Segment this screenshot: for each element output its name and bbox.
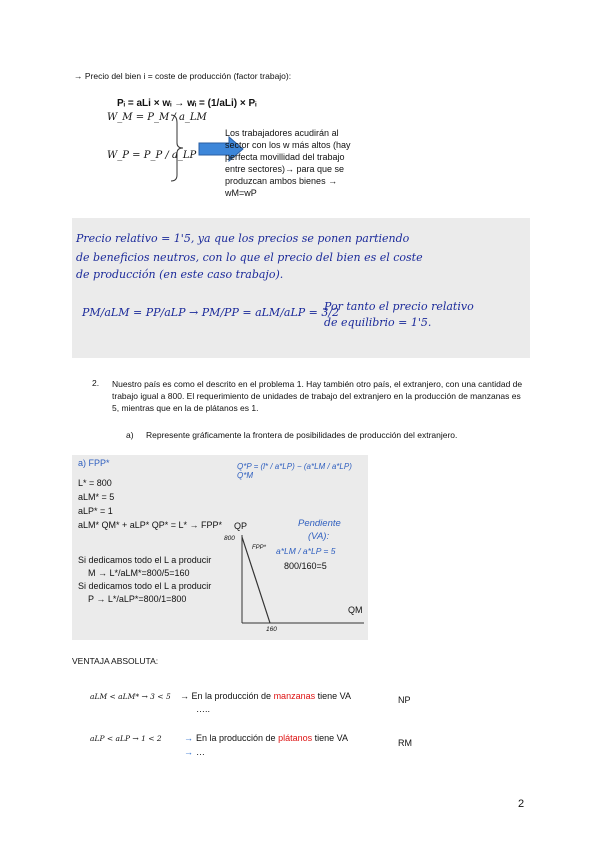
hw-line2: de beneficios neutros, con lo que el precio del bien es el coste	[76, 251, 423, 264]
ratio: 800/160=5	[284, 561, 327, 571]
intro-line: → Precio del bien i = coste de producción (factor trabajo):	[74, 71, 292, 81]
problem-number: 2.	[92, 378, 100, 388]
row1-text-red: manzanas	[273, 691, 316, 701]
tick-800: 800	[224, 535, 235, 542]
dedic2: Si dedicamos todo el L a producir	[78, 581, 212, 591]
row2-dots: …	[196, 747, 205, 757]
ventaja-heading: VENTAJA ABSOLUTA:	[72, 656, 159, 666]
formula-wm: W_M = P_M / a_LM	[107, 112, 207, 123]
axis-y-label: QP	[234, 521, 248, 531]
row2-formula: aLP < aLP → 1 < 2	[90, 734, 162, 743]
row2-text-red: plátanos	[278, 733, 313, 743]
hw-conclusion1: Por tanto el precio relativo	[324, 300, 474, 313]
dedic1: Si dedicamos todo el L a producir	[78, 555, 212, 565]
row1-formula: aLM < aLM* → 3 < 5	[90, 692, 171, 701]
row2-arrow-icon: →	[184, 733, 193, 743]
row1-tag: NP	[398, 695, 411, 705]
fpp-line-l: L* = 800	[78, 478, 112, 488]
pendiente-sub: (VA):	[308, 531, 330, 542]
row2-text	[196, 733, 348, 743]
curve-label: FPP*	[252, 545, 267, 551]
fpp-line-eq: aLM* QM* + aLP* QP* = L* → FPP*	[78, 520, 223, 530]
fpp-line-alm: aLM* = 5	[78, 492, 115, 502]
fpp-title: a) FPP*	[78, 458, 110, 468]
callout-text: Los trabajadores acudirán al sector con los w más altos (hay perfecta movillidad del trabajo entre sectores)→ para que se produzcan ambos bienes → wM=wP	[225, 128, 351, 198]
row1-dots: …..	[196, 704, 211, 714]
problem-text: Nuestro país es como el descrito en el problema 1. Hay también otro país, el extranjero, con una cantidad de trabajo igual a 800. El requerimiento de unidades de trabajo del extranjero en la producción de manzanas es 5, mientras que en la de plátanos es 1.	[112, 379, 523, 413]
formula-main: Pᵢ = aLi × wᵢ → wᵢ = (1/aLi) × Pᵢ	[117, 98, 257, 109]
row1-text-post: tiene VA	[315, 691, 351, 701]
sub-a-label: a)	[126, 430, 134, 440]
handwritten-block	[72, 218, 530, 358]
sub-a-text: Represente gráficamente la frontera de posibilidades de producción del extranjero.	[146, 430, 458, 440]
fpp-line-alp: aLP* = 1	[78, 506, 113, 516]
fpp-figure	[72, 455, 368, 640]
hw-line1: Precio relativo = 1'5, ya que los precios se ponen partiendo	[76, 232, 410, 245]
hw-conclusion2: de equilibrio = 1'5.	[324, 316, 432, 329]
pendiente-eq: a*LM / a*LP = 5	[276, 546, 336, 556]
dedic1b: M → L*/aLM*=800/5=160	[88, 568, 190, 578]
row1-text-pre: → En la producción de	[180, 691, 274, 701]
dedic2b: P → L*/aLP*=800/1=800	[88, 594, 187, 604]
ventaja-row2	[90, 728, 396, 762]
ventaja-row1	[90, 688, 396, 718]
row2-text-post: tiene VA	[312, 733, 348, 743]
row2-arrow2-icon: →	[184, 747, 193, 757]
tick-160: 160	[266, 626, 277, 633]
row2-text-pre: En la producción de	[196, 733, 279, 743]
formula-wp: W_P = P_P / a_LP	[107, 150, 197, 161]
page-number: 2	[518, 798, 525, 810]
fpp-formula-top: Q*P = (l* / a*LP) − (a*LM / a*LP) Q*M	[237, 462, 352, 480]
hw-line3: de producción (en este caso trabajo).	[76, 268, 284, 281]
formula-box	[97, 95, 363, 198]
row2-tag: RM	[398, 738, 412, 748]
row1-text	[180, 691, 351, 701]
pendiente-title: Pendiente	[298, 518, 341, 529]
axis-x-label: QM	[348, 605, 363, 615]
hw-eq: PM/aLM = PP/aLP → PM/PP = aLM/aLP = 3/2	[82, 306, 340, 319]
